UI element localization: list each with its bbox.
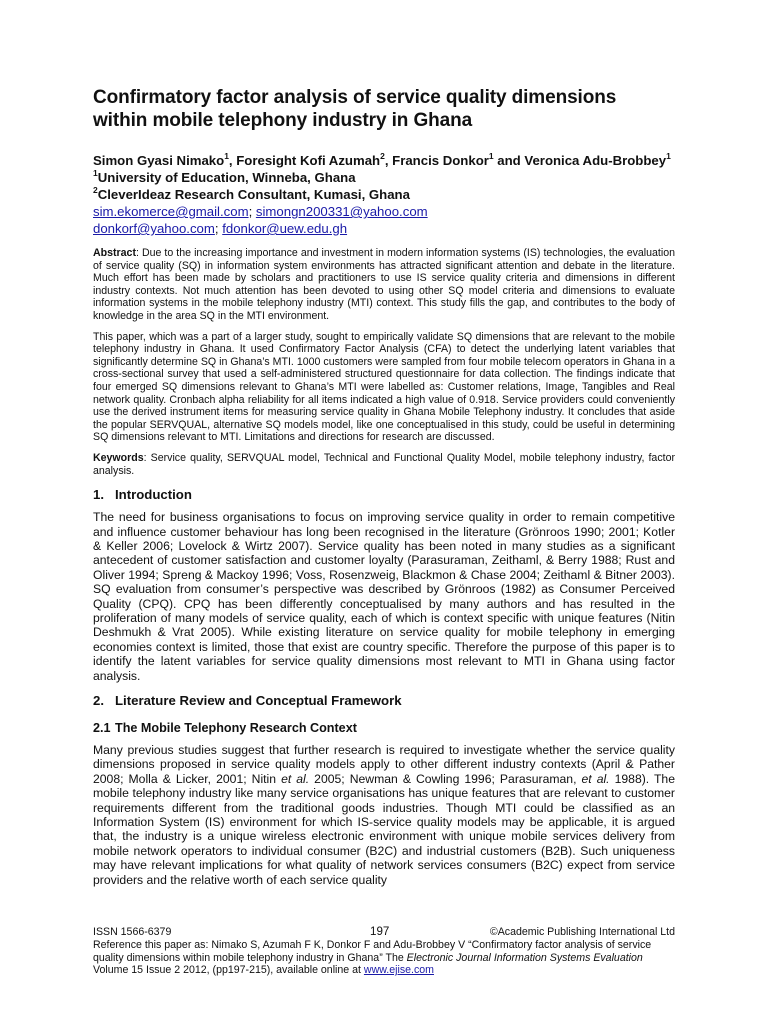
body-paragraph: The need for business organisations to focus on improving service quality in order to remain competitive and influence customer behaviour has long been recognised in the literature (Grönroos 1990; 2001; Kotler & Keller 2006; Lovelock & Wirtz 2007). Service quality has been noted in many studies as a significant antecedent of customer satisfaction and customer loyalty (Parasuraman, Zeithaml, & Berry 1988; Rust and Oliver 1994; Spreng & Mackoy 1996; Voss, Rosenzweig, Blackmon & Chase 2004; Zeithaml & Bitner 2003). SQ evaluation from consumer’s perspective was described by Grönroos (1982) as Consumer Perceived Quality (CPQ). CPQ has been differently conceptualised by many authors and has resulted in the proliferation of many models of service quality, each of which is context specific with unique features (Nitin Deshmukh & Vrat 2005). While existing literature on service quality for mobile telephony in emerging economies context is limited, those that exist are country specific. Therefore the purpose of this paper is to identify the latent variables for service quality dimensions most relevant to MTI in Ghana using factor analysis. — [93, 510, 675, 683]
citation-text: Volume 15 Issue 2 2012, (pp197-215), available online at — [93, 964, 364, 977]
keywords-text: : Service quality, SERVQUAL model, Technical and Functional Quality Model, mobile telephony industry, factor analysis. — [93, 451, 675, 477]
paper-content — [93, 86, 675, 887]
section-heading-introduction — [93, 486, 675, 503]
body-text: 1988). The mobile telephony industry like many service organisations has unique features that are relevant to customer requirements different from the traditional goods industries. Though MTI could be classified as an Information System (IS) environment for which IS-service quality models may be applicable, it is argued that, the industry is a unique wireless electronic environment with unique mobile services delivery from mobile network operators to individual consumer (B2C) and industrial customers (B2B). Such uniqueness may have relevant implications for what quality of network services consumers (B2C) expect from service providers and the relative worth of each service quality — [93, 771, 675, 887]
author-separator: , — [384, 153, 393, 168]
subsection-number: 2.1 — [93, 720, 111, 735]
citation-reference — [93, 939, 675, 977]
subsection-title: The Mobile Telephony Research Context — [115, 720, 357, 735]
page-footer — [93, 926, 675, 977]
abstract-label: Abstract — [93, 247, 136, 259]
author-name: Simon Gyasi Nimako — [93, 153, 225, 168]
journal-link[interactable]: www.ejise.com — [363, 964, 434, 977]
affiliation-mark: 1 — [666, 151, 671, 161]
affiliation-mark: 1 — [224, 151, 229, 161]
footer-row — [93, 926, 675, 939]
email-link[interactable]: simongn200331@yahoo.com — [255, 204, 428, 219]
body-text: Many previous studies suggest that further research is required to investigate whether the service quality dimensions proposed in service quality models apply to other different industry contexts (April & Pather 2008; Molla & Licker, 2001; Nitin — [93, 742, 675, 786]
body-text: 2005; Newman & Cowling 1996; Parasuraman, — [309, 771, 582, 786]
section-heading-literature-review — [93, 692, 675, 709]
abstract-text: : Due to the increasing importance and investment in modern information systems (IS) technologies, the evaluation of service quality (SQ) in information system environments has attracted significant attention and debate in the literature. Much effort has been made by scholars and practitioners to use IS service quality criteria and dimensions in different industry contexts. Not much attention has been devoted to using other SQ model criteria and dimensions to evaluate information systems in the mobile telephony industry (MTI) context. This study fills the gap, and contributes to the body of knowledge in the area SQ in the MTI environment. — [93, 247, 675, 322]
citation-text: Reference this paper as: Nimako S, Azumah F K, Donkor F and Adu-Brobbey V “Confirmatory factor analysis of service quality dimensions within mobile telephony industry in Ghana” The — [93, 939, 652, 964]
body-paragraph — [93, 743, 675, 887]
affiliation-mark: 2 — [93, 185, 98, 195]
paper-title: Confirmatory factor analysis of service quality dimensions within mobile telephony industry in Ghana — [93, 87, 617, 131]
keywords — [93, 452, 675, 477]
abstract-paragraph — [93, 331, 675, 444]
affiliation-mark: 1 — [93, 168, 98, 178]
abstract-paragraph — [93, 247, 675, 323]
email-separator: ; — [248, 204, 256, 219]
copyright: ©Academic Publishing International Ltd — [489, 926, 675, 938]
page-number: 197 — [370, 925, 390, 938]
subsection-heading-mobile-telephony — [93, 720, 675, 736]
section-number: 1. — [93, 487, 104, 503]
italic-text: et al. — [581, 771, 610, 786]
email-line — [93, 220, 675, 237]
journal-name: Electronic Journal Information Systems Evaluation — [406, 951, 643, 964]
affiliation-text: University of Education, Winneba, Ghana — [97, 170, 356, 185]
email-separator: ; — [214, 221, 223, 236]
email-link[interactable]: donkorf@yahoo.com — [93, 221, 215, 236]
section-number: 2. — [93, 692, 104, 708]
author-name: Veronica Adu-Brobbey — [524, 153, 667, 168]
email-link[interactable]: sim.ekomerce@gmail.com — [93, 204, 249, 219]
author-name: Francis Donkor — [392, 153, 489, 168]
email-link[interactable]: fdonkor@uew.edu.gh — [222, 221, 348, 236]
issn: ISSN 1566-6379 — [93, 926, 172, 938]
italic-text: et al. — [281, 771, 310, 786]
affiliation-mark: 2 — [380, 151, 385, 161]
keywords-label: Keywords — [93, 451, 144, 464]
author-separator: , — [228, 153, 237, 168]
email-line — [93, 203, 675, 220]
affiliation-mark: 1 — [488, 151, 494, 161]
author-separator: and — [493, 153, 525, 168]
author-list — [93, 152, 675, 169]
abstract-text: This paper, which was a part of a larger study, sought to empirically validate SQ dimensions that are relevant to the mobile telephony industry in Ghana. It used Confirmatory Factor Analysis (CFA) to detect the underlying latent variables that significantly determine SQ in Ghana’s MTI. 1000 customers were sampled from four mobile telecom operators in Ghana in a cross-sectional survey that used a self-administered structured questionnaire for data collection. The findings indicate that four emerged SQ dimensions relevant to Ghana’s MTI were labelled as: Customer relations, Image, Tangibles and Real network quality. Cronbach alpha reliability for all items indicated a high value of 0.918. Service providers could conveniently use the derived instrument items for measuring service quality in Ghana Mobile Telephony industry. It concludes that aside the popular SERVQUAL, alternative SQ models model, like one conceptualised in this study, could be useful in determining SQ dimensions relevant to MTI. Limitations and directions for research are discussed. — [93, 330, 675, 444]
affiliation-text: CleverIdeaz Research Consultant, Kumasi, Ghana — [97, 187, 410, 202]
section-title: Introduction — [115, 487, 192, 503]
affiliation — [93, 169, 675, 186]
affiliation — [93, 186, 675, 203]
section-title: Literature Review and Conceptual Framework — [115, 692, 402, 708]
author-name: Foresight Kofi Azumah — [236, 153, 381, 168]
